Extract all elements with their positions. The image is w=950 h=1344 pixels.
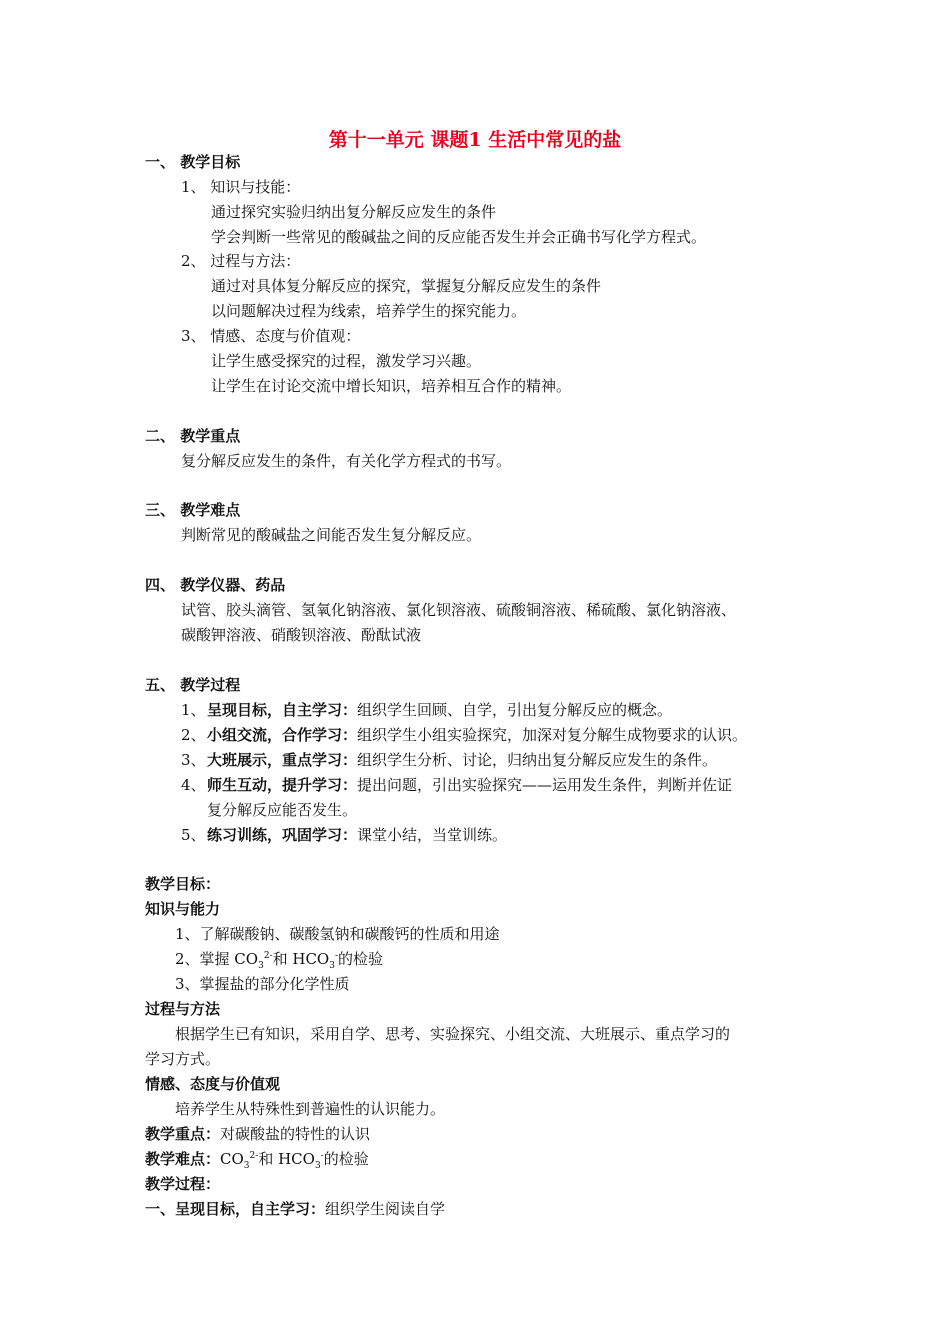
k2-superscript: - — [334, 951, 339, 961]
k2-subscript: 3 — [329, 961, 335, 971]
process-item-bold: 师生互动，提升学习： — [207, 776, 358, 794]
process-item-number: 1、 — [181, 701, 206, 719]
section-5-heading: 五、 教学过程 — [145, 676, 241, 694]
s1-item-2: 2、 过程与方法： — [181, 252, 301, 270]
s1-item-2a: 通过对具体复分解反应的探究，掌握复分解反应发生的条件 — [211, 277, 602, 295]
last-process-text: 组织学生阅读自学 — [325, 1200, 446, 1218]
section-4-heading: 四、 教学仪器、药品 — [145, 576, 286, 594]
teaching-goals-heading: 教学目标： — [145, 875, 221, 893]
knowledge-item-3: 3、掌握盐的部分化学性质 — [175, 975, 350, 993]
process-item-text: 提出问题，引出实验探究——运用发生条件，判断并佐证 — [357, 776, 733, 794]
difficulty-text-b: 和 HCO — [258, 1150, 315, 1168]
process-item-bold: 大班展示，重点学习： — [207, 751, 358, 769]
process-item — [181, 826, 507, 844]
s1-item-3a: 让学生感受探究的过程，激发学习兴趣。 — [211, 352, 482, 370]
process-item-number: 5、 — [181, 826, 206, 844]
s1-item-3: 3、 情感、态度与价值观： — [181, 327, 361, 345]
k2-subscript: 3 — [258, 961, 264, 971]
key-point-label: 教学重点： — [145, 1125, 221, 1143]
section-2-text: 复分解反应发生的条件，有关化学方程式的书写。 — [181, 452, 512, 470]
key-point-line — [145, 1125, 370, 1143]
process-item-number: 4、 — [181, 776, 206, 794]
process-item — [181, 751, 717, 769]
process-method-heading: 过程与方法 — [145, 1000, 221, 1018]
knowledge-item-2 — [175, 950, 384, 971]
process-item — [181, 701, 672, 719]
last-process-line — [145, 1200, 445, 1218]
key-point-text: 对碳酸盐的特性的认识 — [220, 1125, 371, 1143]
s1-item-1a: 通过探究实验归纳出复分解反应发生的条件 — [211, 203, 497, 221]
knowledge-heading: 知识与能力 — [145, 900, 221, 918]
s1-item-1: 1、 知识与技能： — [181, 178, 301, 196]
section-1-heading: 一、 教学目标 — [145, 153, 241, 171]
s1-item-1b: 学会判断一些常见的酸碱盐之间的反应能否发生并会正确书写化学方程式。 — [211, 228, 707, 246]
emotion-heading: 情感、态度与价值观 — [145, 1075, 281, 1093]
k2-text-b: 和 HCO — [272, 950, 330, 968]
s1-item-3b: 让学生在讨论交流中增长知识，培养相互合作的精神。 — [211, 377, 572, 395]
difficulty-text-c: 的检验 — [323, 1150, 369, 1168]
process-item-text: 组织学生分析、讨论，归纳出复分解反应发生的条件。 — [357, 751, 718, 769]
s1-item-2b: 以问题解决过程为线索，培养学生的探究能力。 — [211, 302, 527, 320]
section-4-line-2: 碳酸钾溶液、硝酸钡溶液、酚酞试液 — [181, 626, 422, 644]
process-item-number: 2、 — [181, 726, 206, 744]
process-item-bold: 呈现目标，自主学习： — [207, 701, 358, 719]
difficulty-line — [145, 1150, 369, 1171]
k2-text-c: 的检验 — [338, 950, 384, 968]
teaching-process-heading: 教学过程： — [145, 1175, 221, 1193]
difficulty-subscript: 3 — [314, 1161, 321, 1171]
difficulty-superscript: - — [320, 1151, 324, 1161]
section-3-heading: 三、 教学难点 — [145, 501, 241, 519]
process-item-bold: 小组交流，合作学习： — [207, 726, 358, 744]
section-2-heading: 二、 教学重点 — [145, 427, 241, 445]
k2-text-a: 2、掌握 CO — [175, 950, 259, 968]
process-item-text: 组织学生小组实验探究，加深对复分解生成物要求的认识。 — [357, 726, 748, 744]
section-3-text: 判断常见的酸碱盐之间能否发生复分解反应。 — [181, 526, 482, 544]
document-title: 第十一单元 课题1 生活中常见的盐 — [328, 129, 622, 151]
k2-superscript: 2- — [263, 951, 273, 961]
process-item-text: 课堂小结，当堂训练。 — [357, 826, 508, 844]
knowledge-item-1: 1、了解碳酸钠、碳酸氢钠和碳酸钙的性质和用途 — [175, 925, 500, 943]
process-item-text: 组织学生回顾、自学，引出复分解反应的概念。 — [357, 701, 673, 719]
process-method-line-1: 根据学生已有知识，采用自学、思考、实验探究、小组交流、大班展示、重点学习的 — [175, 1025, 731, 1043]
process-item — [181, 776, 732, 794]
process-item-4-continuation: 复分解反应能否发生。 — [207, 801, 358, 819]
last-process-label: 一、呈现目标，自主学习： — [145, 1200, 326, 1218]
process-item-number: 3、 — [181, 751, 206, 769]
section-4-line-1: 试管、胶头滴管、氢氧化钠溶液、氯化钡溶液、硫酸铜溶液、稀硫酸、氯化钠溶液、 — [181, 601, 737, 619]
process-item — [181, 726, 747, 744]
difficulty-superscript: 2- — [249, 1151, 259, 1161]
difficulty-subscript: 3 — [243, 1161, 250, 1171]
process-item-bold: 练习训练，巩固学习： — [207, 826, 358, 844]
emotion-text: 培养学生从特殊性到普遍性的认识能力。 — [175, 1100, 446, 1118]
difficulty-text-a: CO — [220, 1150, 244, 1168]
process-method-line-2: 学习方式。 — [145, 1050, 221, 1068]
difficulty-label: 教学难点： — [145, 1150, 221, 1168]
